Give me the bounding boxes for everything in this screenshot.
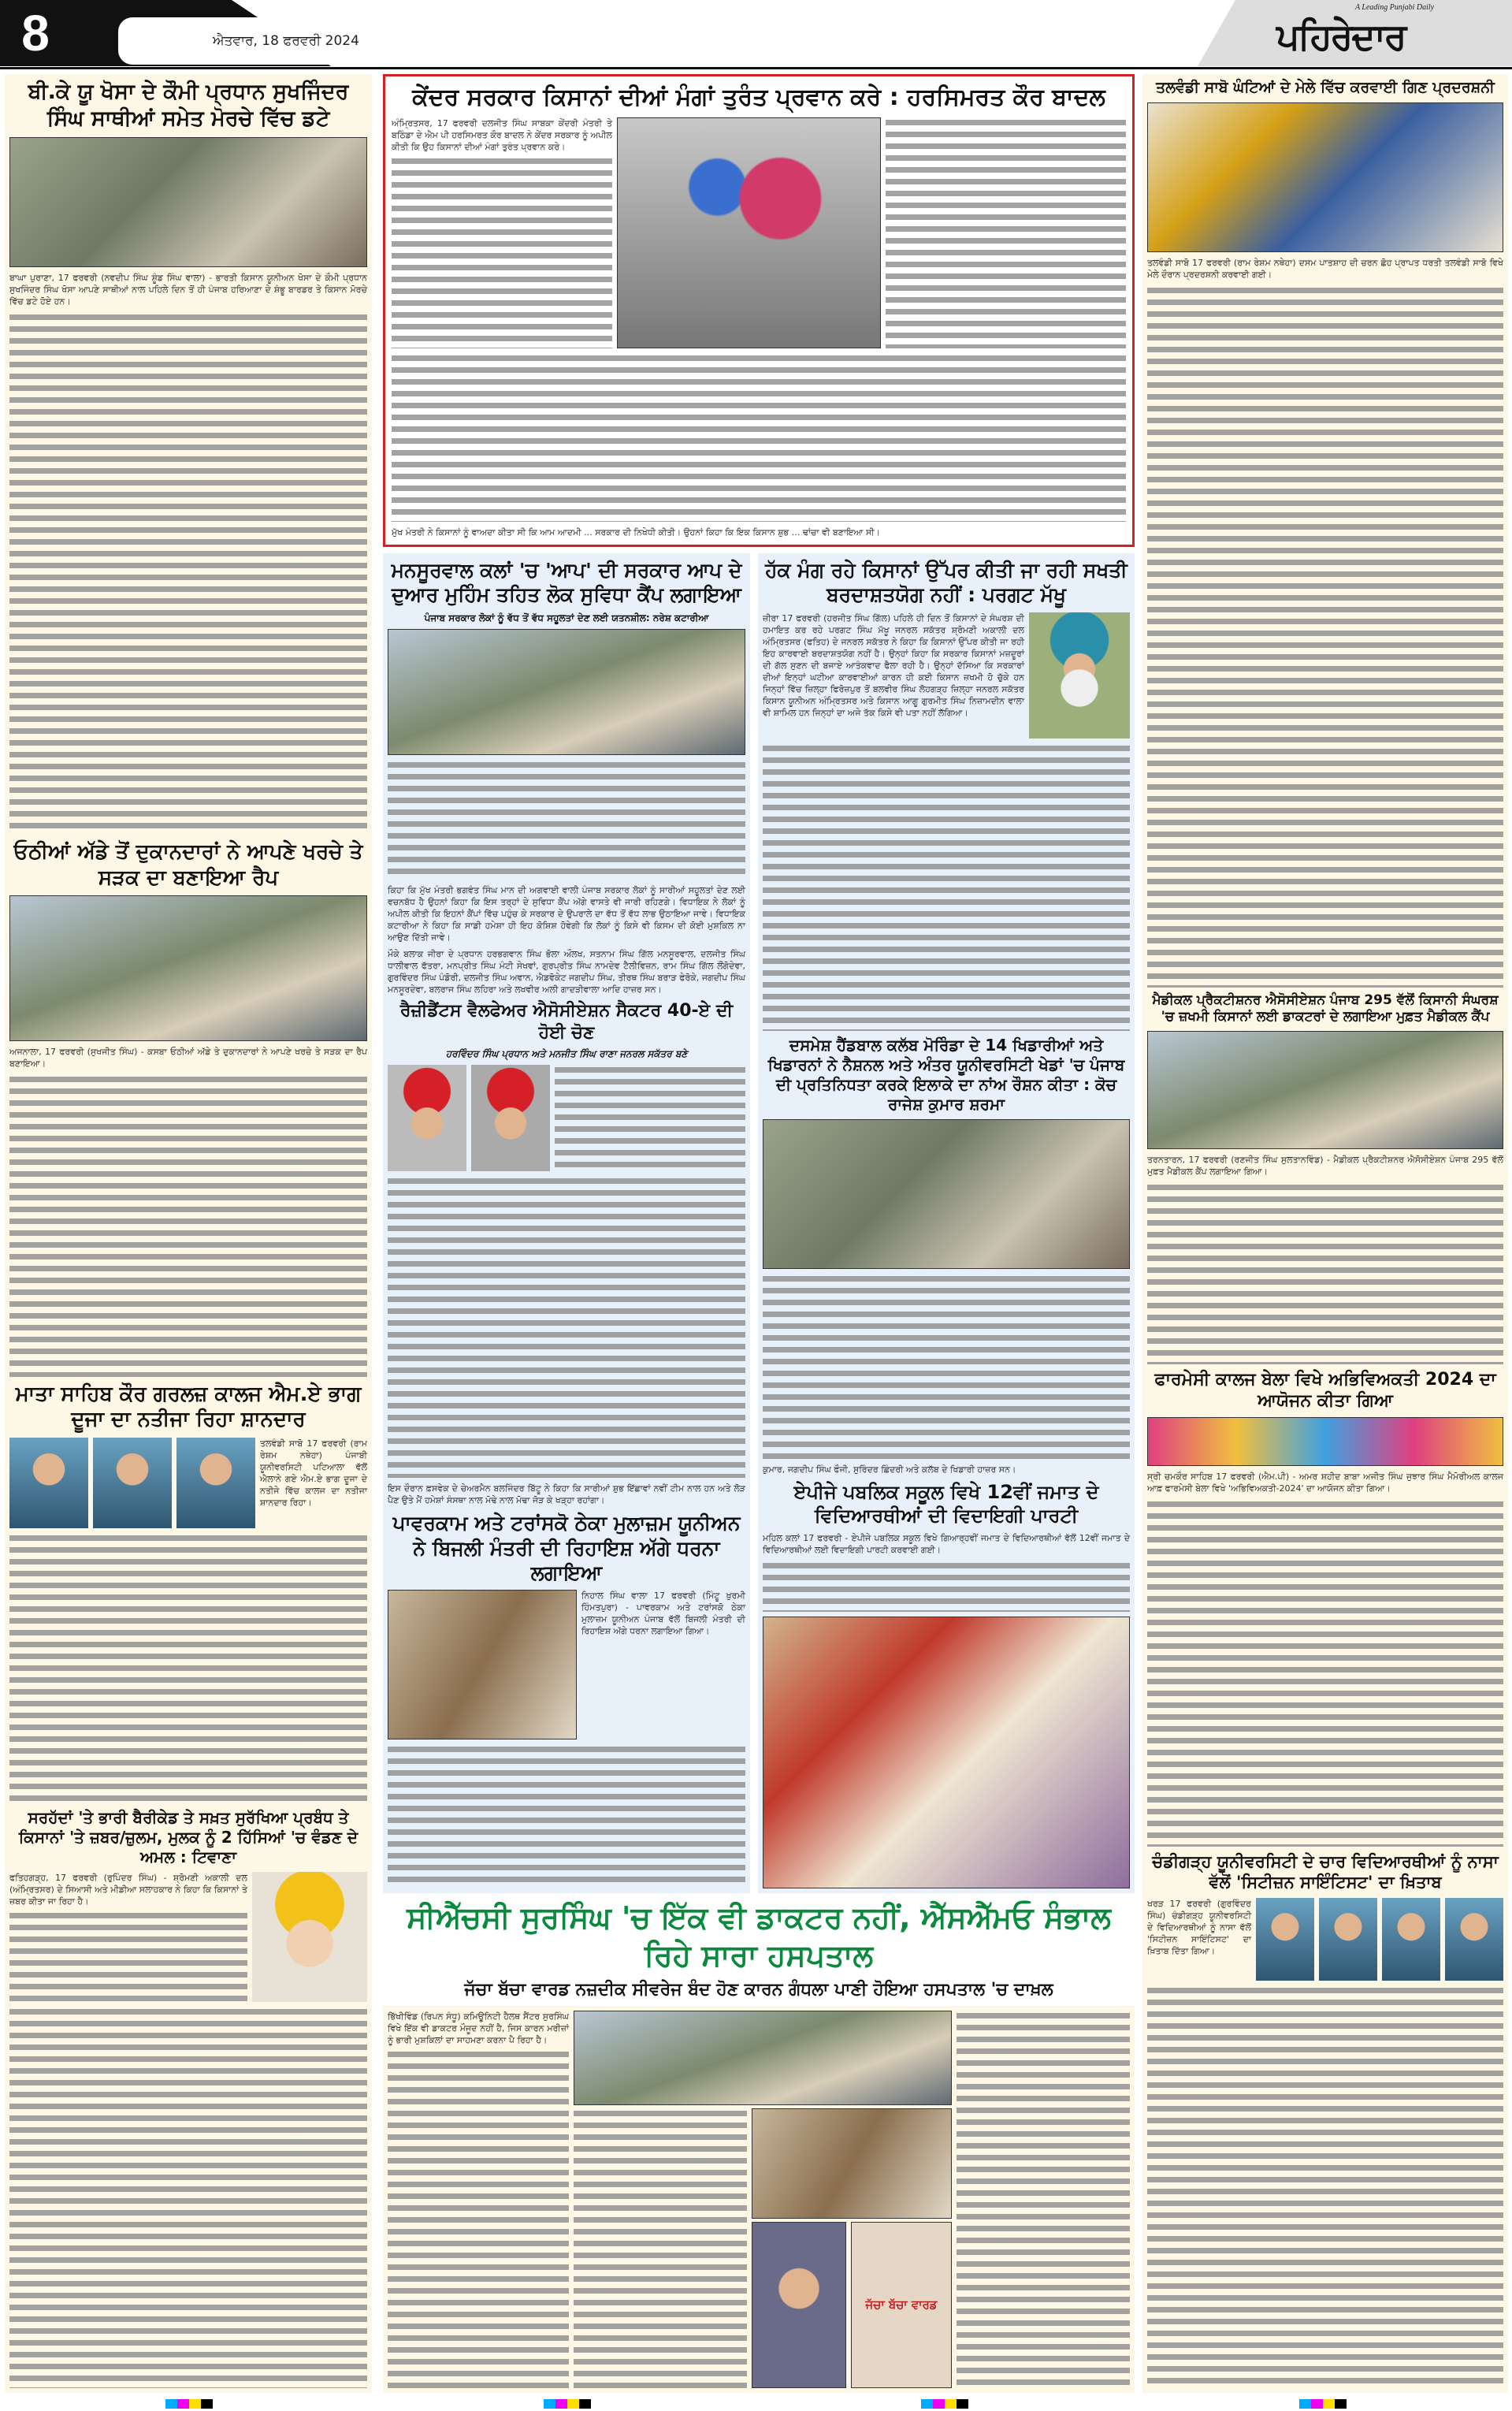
headline: ਰੈਜ਼ੀਡੈਂਟਸ ਵੈਲਫੇਅਰ ਐਸੋਸੀਏਸ਼ਨ ਸੈਕਟਰ 40-ਏ ਦੀ ਹੋਈ ਚੋਣ	[399, 1001, 734, 1043]
bottom-text-block	[388, 2011, 569, 2389]
lead-story-box	[383, 74, 1135, 547]
article-lead: ਮਹਿਲ ਕਲਾਂ 17 ਫਰਵਰੀ - ਏਪੀਜੇ ਪਬਲਿਕ ਸਕੂਲ ਵਿਖੇ ਗਿਆਰ੍ਹਵੀਂ ਜਮਾਤ ਦੇ ਵਿਦਿਆਰਥੀਆਂ ਵੱਲੋਂ 12ਵੀਂ ਜਮਾਤ ਦੇ ਵਿਦਿਆਰਥੀਆਂ ਲਈ ਵਿਦਾਇਗੀ ਪਾਰਟੀ ਕਰਵਾਈ ਗਈ।	[763, 1532, 1130, 1555]
article-body	[388, 2049, 569, 2389]
article-body	[392, 353, 1126, 522]
bottom-headline: ਸੀਐੱਚਸੀ ਸੁਰਸਿੰਘ 'ਚ ਇੱਕ ਵੀ ਡਾਕਟਰ ਨਹੀਂ, ਐੱਸਐੱਮਓ ਸੰਭਾਲ ਰਿਹੇ ਸਾਰਾ ਹਸਪਤਾਲ	[407, 1900, 1111, 1973]
bottom-photo-row	[574, 2108, 952, 2389]
headline: ਓਠੀਆਂ ਅੱਡੇ ਤੋਂ ਦੁਕਾਨਦਾਰਾਂ ਨੇ ਆਪਣੇ ਖਰਚੇ ਤੇ ਸੜਕ ਦਾ ਬਣਾਇਆ ਰੈਪ	[13, 840, 363, 890]
photo-stack	[752, 2108, 952, 2389]
article-body	[1147, 1182, 1503, 1364]
article-lead: ਫਤਿਹਗੜ੍ਹ, 17 ਫਰਵਰੀ (ਰੁਪਿੰਦਰ ਸਿੰਘ) - ਸ਼੍ਰੋਮਣੀ ਅਕਾਲੀ ਦਲ (ਅੰਮ੍ਰਿਤਸਰ) ਦੇ ਸਿਆਸੀ ਅਤੇ ਮੀਡੀਆ ਸਲਾਹਕਾਰ ਨੇ ਕਿਹਾ ਕਿ ਕਿਸਾਨਾਂ ਤੇ ਜ਼ਬਰ ਕੀਤਾ ਜਾ ਰਿਹਾ ਹੈ।	[9, 1873, 247, 1907]
article-body	[1147, 1499, 1503, 1847]
article-photo	[9, 895, 367, 1041]
page-number: 8	[0, 0, 71, 66]
article-lead: ਬਾਘਾ ਪੁਰਾਣਾ, 17 ਫਰਵਰੀ (ਨਵਦੀਪ ਸਿੰਘ ਸ਼ੂੰਡ ਸਿੰਘ ਵਾਲਾ) - ਭਾਰਤੀ ਕਿਸਾਨ ਯੂਨੀਅਨ ਖੋਸਾ ਦੇ ਕੌਮੀ ਪ੍ਰਧਾਨ ਸੁਖਜਿੰਦਰ ਸਿੰਘ ਖੋਸਾ ਆਪਣੇ ਸਾਥੀਆਂ ਨਾਲ ਪਹਿਲੇ ਦਿਨ ਤੋਂ ਹੀ ਪੰਜਾਬ ਹਰਿਆਣਾ ਦੇ ਸ਼ੰਭੂ ਬਾਰਡਰ ਤੇ ਕਿਸਾਨ ਮੋਰਚੇ ਵਿੱਚ ਡਟੇ ਹੋਏ ਹਨ।	[9, 272, 367, 307]
article-body	[9, 1074, 367, 1377]
student-photo	[1319, 1898, 1377, 1981]
bottom-story	[383, 1896, 1135, 2393]
article-body	[555, 1065, 745, 1171]
article-photo	[9, 137, 367, 267]
article-closing: ਇਸ ਦੌਰਾਨ ਫ਼ਸਵੇਕ ਦੇ ਚੇਅਰਮੈਨ ਬਲਜਿੰਦਰ ਬਿੱਟੂ ਨੇ ਕਿਹਾ ਕਿ ਸਾਰੀਆਂ ਸ਼ੁਭ ਇੱਛਾਵਾਂ ਨਵੀਂ ਟੀਮ ਨਾਲ ਹਨ ਅਤੇ ਲੋੜ ਪੈਣ ਉਤੇ ਮੈਂ ਹਮੇਸ਼ਾਂ ਸੰਸਥਾ ਨਾਲ ਮੋਢੇ ਨਾਲ ਮੋਢਾ ਜੋੜ ਕੇ ਖੜ੍ਹਾ ਰਹਾਂਗਾ।	[388, 1483, 745, 1506]
lead-text-block	[392, 117, 612, 349]
article-text-block	[9, 1872, 247, 2002]
lead-story-row	[392, 117, 1126, 349]
sewage-photo	[752, 2108, 952, 2219]
person-photo	[252, 1872, 367, 2002]
article-row	[763, 612, 1130, 739]
headline: ਸਰਹੱਦਾਂ 'ਤੇ ਭਾਰੀ ਬੈਰੀਕੇਡ ਤੇ ਸਖ਼ਤ ਸੁਰੱਖਿਆ ਪ੍ਰਬੰਧ ਤੇ ਕਿਸਾਨਾਂ 'ਤੇ ਜ਼ਬਰ/ਜ਼ੁਲਮ, ਮੁਲਕ ਨੂੰ 2 ਹਿੱਸਿਆਂ 'ਚ ਵੰਡਣ ਦੇ ਅਮਲ : ਟਿਵਾਣਾ	[18, 1808, 358, 1867]
article-lead: ਨਿਹਾਲ ਸਿੰਘ ਵਾਲਾ 17 ਫਰਵਰੀ (ਮਿੰਟੂ ਖੁਰਮੀ ਹਿੰਮਤਪੁਰਾ) - ਪਾਵਰਕਾਮ ਅਤੇ ਟਰਾਂਸਕੋ ਠੇਕਾ ਮੁਲਾਜ਼ਮ ਯੂਨੀਅਨ ਪੰਜਾਬ ਵੱਲੋਂ ਬਿਜਲੀ ਮੰਤਰੀ ਦੀ ਰਿਹਾਇਸ਼ ਅੱਗੇ ਧਰਨਾ ਲਗਾਇਆ ਗਿਆ।	[581, 1591, 745, 1637]
article-lead: ਅੰਮ੍ਰਿਤਸਰ, 17 ਫਰਵਰੀ ਦਲਜੀਤ ਸਿੰਘ ਸਾਬਕਾ ਕੇਂਦਰੀ ਮੰਤਰੀ ਤੇ ਬਠਿੰਡਾ ਦੇ ਐਮ ਪੀ ਹਰਸਿਮਰਤ ਕੌਰ ਬਾਦਲ ਨੇ ਕੇਂਦਰ ਸਰਕਾਰ ਨੂੰ ਅਪੀਲ ਕੀਤੀ ਕਿ ਉਹ ਕਿਸਾਨਾਂ ਦੀਆਂ ਮੰਗਾਂ ਤੁਰੰਤ ਪ੍ਰਵਾਨ ਕਰੇ।	[392, 117, 612, 152]
article-body	[388, 1744, 745, 1888]
article-row	[388, 1590, 745, 1739]
article-lead: ਅਜਨਾਲਾ, 17 ਫਰਵਰੀ (ਸੁਖਜੀਤ ਸਿੰਘ) - ਕਸਬਾ ਓਠੀਆਂ ਅੱਡੇ ਤੇ ਦੁਕਾਨਦਾਰਾਂ ਨੇ ਆਪਣੇ ਖਰਚੇ ਤੇ ਸੜਕ ਦਾ ਰੈਪ ਬਣਾਇਆ।	[9, 1047, 367, 1070]
article-body	[9, 1533, 367, 1804]
article-body	[9, 2007, 367, 2388]
article-body	[763, 743, 1130, 1031]
subheadline: ਪੰਜਾਬ ਸਰਕਾਰ ਲੋਕਾਂ ਨੂੰ ਵੱਧ ਤੋਂ ਵੱਧ ਸਹੂਲਤਾਂ ਦੇਣ ਲਈ ਯਤਨਸ਼ੀਲ: ਨਰੇਸ਼ ਕਟਾਰੀਆ	[424, 612, 709, 623]
left-column	[5, 74, 372, 2393]
registration-mark	[1299, 2399, 1347, 2409]
article-closing: ਕੁਮਾਰ, ਜਗਦੀਪ ਸਿੰਘ ਫੌਜੀ, ਸੁਰਿੰਦਰ ਛਿੰਦਰੀ ਅਤੇ ਕਲੱਬ ਦੇ ਖਿਡਾਰੀ ਹਾਜ਼ਰ ਸਨ।	[763, 1464, 1016, 1475]
student-photos-row	[9, 1438, 367, 1528]
headline: ਹੱਕ ਮੰਗ ਰਹੇ ਕਿਸਾਨਾਂ ਉੱਪਰ ਕੀਤੀ ਜਾ ਰਹੀ ਸਖਤੀ ਬਰਦਾਸ਼ਤਯੋਗ ਨਹੀਂ : ਪਰਗਟ ਮੱਖੂ	[765, 559, 1127, 607]
article-photo	[388, 629, 745, 755]
team-photo	[763, 1119, 1130, 1269]
headline: ਤਲਵੰਡੀ ਸਾਬੋ ਘੰਟਿਆਂ ਦੇ ਮੇਲੇ ਵਿੱਚ ਕਰਵਾਈ ਗਿਣ ਪ੍ਰਦਰਸ਼ਨੀ	[1156, 79, 1495, 96]
photo-pair	[752, 2222, 952, 2389]
pargat-makhu-photo	[1029, 612, 1130, 739]
headline: ਏਪੀਜੇ ਪਬਲਿਕ ਸਕੂਲ ਵਿਖੇ 12ਵੀਂ ਜਮਾਤ ਦੇ ਵਿਦਿਆਰਥੀਆਂ ਦੀ ਵਿਦਾਇਗੀ ਪਾਰਟੀ	[793, 1480, 1099, 1527]
headline: ਚੰਡੀਗੜ੍ਹ ਯੂਨੀਵਰਸਿਟੀ ਦੇ ਚਾਰ ਵਿਦਿਆਰਥੀਆਂ ਨੂੰ ਨਾਸਾ ਵੱਲੋਂ 'ਸਿਟੀਜ਼ਨ ਸਾਇੰਟਿਸਟ' ਦਾ ਖ਼ਿਤਾਬ	[1152, 1852, 1499, 1892]
article-lead: ਤਲਵੰਡੀ ਸਾਬੋ 17 ਫਰਵਰੀ (ਰਾਮ ਰੇਸ਼ਮ ਨਥੇਹਾ) ਪੰਜਾਬੀ ਯੂਨੀਵਰਸਿਟੀ ਪਟਿਆਲਾ ਵੱਲੋਂ ਐਲਾਨੇ ਗਏ ਐਮ.ਏ ਭਾਗ ਦੂਜਾ ਦੇ ਨਤੀਜੇ ਵਿੱਚ ਕਾਲਜ ਦਾ ਨਤੀਜਾ ਸ਼ਾਨਦਾਰ ਰਿਹਾ।	[260, 1438, 367, 1508]
bottom-photo-block	[574, 2011, 952, 2389]
logo-tagline: A Leading Punjabi Daily	[1355, 3, 1435, 12]
article-body	[957, 2011, 1130, 2389]
headline: ਮੈਡੀਕਲ ਪ੍ਰੈਕਟੀਸ਼ਨਰ ਐਸੋਸੀਏਸ਼ਨ ਪੰਜਾਬ 295 ਵੱਲੋਂ ਕਿਸਾਨੀ ਸੰਘਰਸ਼ 'ਚ ਜ਼ਖਮੀ ਕਿਸਾਨਾਂ ਲਈ ਡਾਕਟਰਾਂ ਦੇ ਲਗਾਇਆ ਮੁਫ਼ਤ ਮੈਡੀਕਲ ਕੈਂਪ	[1152, 992, 1499, 1025]
ward-sign-photo: ਜੱਚਾ ਬੱਚਾ ਵਾਰਡ	[851, 2222, 952, 2389]
student-photo	[1382, 1898, 1440, 1981]
article-body	[763, 1274, 1130, 1459]
harsimrat-photo	[617, 117, 881, 349]
article-body	[886, 117, 1126, 349]
article-body	[1147, 1985, 1503, 2388]
headline: ਮਨਸੂਰਵਾਲ ਕਲਾਂ 'ਚ 'ਆਪ' ਦੀ ਸਰਕਾਰ ਆਪ ਦੇ ਦੁਆਰ ਮੁਹਿੰਮ ਤਹਿਤ ਲੋਕ ਸੁਵਿਧਾ ਕੈਂਪ ਲਗਾਇਆ	[391, 559, 742, 607]
article-lead: ਭਿੱਖੀਵਿੰਡ (ਰਿਪਨ ਸੰਧੂ) ਕਮਿਊਨਿਟੀ ਹੈਲਥ ਸੈਂਟਰ ਸੁਰਸਿੰਘ ਵਿਖੇ ਇੱਕ ਵੀ ਡਾਕਟਰ ਮੌਜੂਦ ਨਹੀਂ ਹੈ, ਜਿਸ ਕਾਰਨ ਮਰੀਜ਼ਾਂ ਨੂੰ ਭਾਰੀ ਮੁਸ਼ਕਿਲਾਂ ਦਾ ਸਾਹਮਣਾ ਕਰਨਾ ਪੈ ਰਿਹਾ ਹੈ।	[388, 2011, 569, 2045]
farewell-party-photo	[763, 1617, 1130, 1888]
registration-mark	[544, 2399, 591, 2409]
article-row	[9, 1872, 367, 2002]
article-body	[388, 1176, 745, 1478]
article-body	[763, 1561, 1130, 1612]
headline: ਮਾਤਾ ਸਾਹਿਬ ਕੌਰ ਗਰਲਜ਼ ਕਾਲਜ ਐਮ.ਏ ਭਾਗ ਦੂਜਾ ਦਾ ਨਤੀਜਾ ਰਿਹਾ ਸ਼ਾਨਦਾਰ	[15, 1382, 362, 1432]
print-registration-strip	[0, 2396, 1512, 2411]
student-photo	[176, 1438, 255, 1528]
subheadline: ਹਰਵਿੰਦਰ ਸਿੰਘ ਪ੍ਰਧਾਨ ਅਤੇ ਮਨਜੀਤ ਸਿੰਘ ਰਾਣਾ ਜਨਰਲ ਸਕੱਤਰ ਬਣੇ	[445, 1048, 688, 1060]
registration-mark	[921, 2399, 968, 2409]
right-column	[1142, 74, 1508, 2393]
headline: ਬੀ.ਕੇ ਯੂ ਖੋਸਾ ਦੇ ਕੌਮੀ ਪ੍ਰਧਾਨ ਸੁਖਜਿੰਦਰ ਸਿੰਘ ਸਾਥੀਆਂ ਸਮੇਤ ਮੋਰਚੇ ਵਿੱਚ ਡਟੇ	[28, 80, 349, 131]
student-photo	[9, 1438, 88, 1528]
article-lead: ਤਲਵੰਡੀ ਸਾਬੋ 17 ਫਰਵਰੀ (ਰਾਮ ਰੇਸ਼ਮ ਨਥੇਹਾ) ਦਸਮ ਪਾਤਸ਼ਾਹ ਦੀ ਚਰਨ ਛੋਹ ਪ੍ਰਾਪਤ ਧਰਤੀ ਤਲਵੰਡੀ ਸਾਬੋ ਵਿਖੇ ਮੇਲੇ ਦੌਰਾਨ ਪ੍ਰਦਰਸ਼ਨੀ ਕਰਵਾਈ ਗਈ।	[1147, 257, 1503, 280]
article-row	[1147, 1898, 1503, 1981]
medical-camp-photo	[1147, 1031, 1503, 1149]
headline: ਦਸਮੇਸ਼ ਹੈਂਡਬਾਲ ਕਲੱਬ ਮੋਰਿੰਡਾ ਦੇ 14 ਖਿਡਾਰੀਆਂ ਅਤੇ ਖਿਡਾਰਨਾਂ ਨੇ ਨੈਸ਼ਨਲ ਅਤੇ ਅੰਤਰ ਯੂਨੀਵਰਸਿਟੀ ਖੇਡਾਂ 'ਚ ਪੰਜਾਬ ਦੀ ਪ੍ਰਤਿਨਿਧਤਾ ਕਰਕੇ ਇਲਾਕੇ ਦਾ ਨਾਂਅ ਰੌਸ਼ਨ ਕੀਤਾ : ਕੋਚ ਰਾਜੇਸ਼ ਕੁਮਾਰ ਸ਼ਰਮਾ	[767, 1035, 1125, 1114]
article-lead: ਤਰਨਤਾਰਨ, 17 ਫਰਵਰੀ (ਰਣਜੀਤ ਸਿੰਘ ਸੁਲਤਾਨਵਿੰਡ) - ਮੈਡੀਕਲ ਪ੍ਰੈਕਟੀਸ਼ਨਰ ਐਸੋਸੀਏਸ਼ਨ ਪੰਜਾਬ 295 ਵੱਲੋਂ ਮੁਫ਼ਤ ਮੈਡੀਕਲ ਕੈਂਪ ਲਗਾਇਆ ਗਿਆ।	[1147, 1154, 1503, 1177]
smo-photo	[752, 2222, 846, 2389]
newspaper-logo: ਪਹਿਰੇਦਾਰ	[1276, 17, 1406, 57]
subheadline: ਜੱਚਾ ਬੱਚਾ ਵਾਰਡ ਨਜ਼ਦੀਕ ਸੀਵਰੇਜ ਬੰਦ ਹੋਣ ਕਾਰਨ ਗੰਧਲਾ ਪਾਣੀ ਹੋਇਆ ਹਸਪਤਾਲ 'ਚ ਦਾਖ਼ਲ	[464, 1980, 1053, 2000]
bottom-story-body	[383, 2006, 1135, 2394]
issue-date: ਐਤਵਾਰ, 18 ਫਰਵਰੀ 2024	[118, 17, 378, 65]
hospital-photo	[574, 2011, 952, 2105]
article-lead: ਸ੍ਰੀ ਚਮਕੌਰ ਸਾਹਿਬ 17 ਫਰਵਰੀ (ਐਮ.ਪੀ) - ਅਮਰ ਸ਼ਹੀਦ ਬਾਬਾ ਅਜੀਤ ਸਿੰਘ ਜੁਝਾਰ ਸਿੰਘ ਮੈਮੋਰੀਅਲ ਕਾਲਜ ਆਫ਼ ਫਾਰਮੇਸੀ ਬੇਲਾ ਵਿਖੇ 'ਅਭਿਵਿਅਕਤੀ-2024' ਦਾ ਆਯੋਜਨ ਕੀਤਾ ਗਿਆ।	[1147, 1471, 1503, 1494]
exhibition-photo	[1147, 102, 1503, 252]
article-lead: ਕਿਹਾ ਕਿ ਮੁੱਖ ਮੰਤਰੀ ਭਗਵੰਤ ਸਿੰਘ ਮਾਨ ਦੀ ਅਗਵਾਈ ਵਾਲੀ ਪੰਜਾਬ ਸਰਕਾਰ ਲੋਕਾਂ ਨੂੰ ਸਾਰੀਆਂ ਸਹੂਲਤਾਂ ਦੇਣ ਲਈ ਵਚਨਬੱਧ ਹੈ ਉਹਨਾਂ ਕਿਹਾ ਕਿ ਇਸ ਤਰ੍ਹਾਂ ਦੇ ਸੁਵਿਧਾ ਕੈਂਪ ਅੱਗੇ ਵਾਸਤੇ ਵੀ ਜਾਰੀ ਰਹਿਣਗੇ। ਵਿਧਾਇਕ ਨੇ ਲੋਕਾਂ ਨੂੰ ਅਪੀਲ ਕੀਤੀ ਕਿ ਇਹਨਾਂ ਕੈਂਪਾਂ ਵਿੱਚ ਪਹੁੰਚ ਕੇ ਸਰਕਾਰ ਦੇ ਉਪਰਾਲੇ ਦਾ ਵੱਧ ਤੋਂ ਵੱਧ ਲਾਭ ਉਠਾਇਆ ਜਾਵੇ। ਵਿਧਾਇਕ ਕਟਾਰੀਆ ਨੇ ਕਿਹਾ ਕਿ ਸਾਡੀ ਹਮੇਸ਼ਾ ਹੀ ਇਹ ਕੋਸ਼ਿਸ਼ ਹੋਵੇਗੀ ਕਿ ਲੋਕਾਂ ਨੂੰ ਕਿਸੇ ਵੀ ਕਿਸਮ ਦੀ ਕੋਈ ਮੁਸ਼ਕਿਲ ਨਾ ਆਉਣ ਦਿੱਤੀ ਜਾਵੇ।	[388, 885, 745, 943]
article-body	[388, 760, 745, 880]
lead-headline: ਕੇਂਦਰ ਸਰਕਾਰ ਕਿਸਾਨਾਂ ਦੀਆਂ ਮੰਗਾਂ ਤੁਰੰਤ ਪ੍ਰਵਾਨ ਕਰੇ : ਹਰਸਿਮਰਤ ਕੌਰ ਬਾਦਲ	[412, 84, 1105, 111]
registration-mark	[165, 2399, 213, 2409]
person-photo	[471, 1065, 550, 1171]
article-photo	[388, 1590, 577, 1739]
student-photo	[93, 1438, 172, 1528]
article-body	[574, 2108, 747, 2389]
article-body	[1147, 285, 1503, 988]
headline: ਪਾਵਰਕਾਮ ਅਤੇ ਟਰਾਂਸਕੋ ਠੇਕਾ ਮੁਲਾਜ਼ਮ ਯੂਨੀਅਨ ਨੇ ਬਿਜਲੀ ਮੰਤਰੀ ਦੀ ਰਿਹਾਇਸ਼ ਅੱਗੇ ਧਰਨਾ ਲਗਾਇਆ	[392, 1512, 741, 1584]
center-right-column	[758, 553, 1135, 1893]
article-closing: ਮੌਕੇ ਬਲਾਕ ਜੀਰਾ ਦੇ ਪ੍ਰਧਾਨ ਹਰਭਗਵਾਨ ਸਿੰਘ ਭੋਲਾ ਔਲਖ, ਸਤਨਾਮ ਸਿੰਘ ਗਿੱਲ ਮਨਸੂਰਵਾਲ, ਦਲਜੀਤ ਸਿੰਘ ਧਾਲੀਵਾਲ ਫੱਤਰਾ, ਮਨਪ੍ਰੀਤ ਸਿੰਘ ਮੰਟੀ ਸੇਖਵਾਂ, ਗੁਰਪ੍ਰੀਤ ਸਿੰਘ ਨਾਮਦੇਵ ਟੈਲੀਵਿਜ਼ਨ, ਰਾਮ ਸਿੰਘ ਗਿੱਲ ਲੌਂਗੋਦੇਵਾ, ਗੁਰਵਿੰਦਰ ਸਿੰਘ ਪੰਡੋਰੀ, ਦਲਜੀਤ ਸਿੰਘ ਅਵਾਨ, ਐਡਵੋਕੇਟ ਜਗਦੀਪ ਸਿੰਘ, ਤੀਰਥ ਸਿੰਘ ਬਰਾੜ ਫੇਰੋਕੇ, ਜਗਦੀਪ ਸਿੰਘ ਮਨਸੂਰਦੇਵਾ, ਬਲਰਾਜ ਸਿੰਘ ਲਹਿਰਾ ਅਤੇ ਲਖਵੀਰ ਅਲੀ ਗਾਦੜੀਵਾਲਾ ਆਦਿ ਹਾਜ਼ਰ ਸਨ।	[388, 949, 745, 995]
masthead	[0, 0, 1512, 69]
center-left-column	[383, 553, 750, 1893]
student-photo	[1445, 1898, 1503, 1981]
article-closing: ਮੁੱਖ ਮੰਤਰੀ ਨੇ ਕਿਸਾਨਾਂ ਨੂੰ ਵਾਅਦਾ ਕੀਤਾ ਸੀ ਕਿ ਆਮ ਆਦਮੀ ... ਸਰਕਾਰ ਦੀ ਨਿਖੇਧੀ ਕੀਤੀ। ਉਹਨਾਂ ਕਿਹਾ ਕਿ ਇਕ ਕਿਸਾਨ ਸ਼ੁਭ ... ਢਾਂਚਾ ਵੀ ਬਣਾਇਆ ਸੀ।	[392, 527, 881, 538]
portraits-row	[388, 1065, 745, 1171]
article-body	[392, 156, 612, 349]
article-lead: ਖਰੜ 17 ਫਰਵਰੀ (ਗੁਰਵਿੰਦਰ ਸਿੰਘ) ਚੰਡੀਗੜ੍ਹ ਯੂਨੀਵਰਸਿਟੀ ਦੇ ਵਿਦਿਆਰਥੀਆਂ ਨੂੰ ਨਾਸਾ ਵੱਲੋਂ 'ਸਿਟੀਜ਼ਨ ਸਾਇੰਟਿਸਟ' ਦਾ ਖ਼ਿਤਾਬ ਦਿੱਤਾ ਗਿਆ।	[1147, 1898, 1251, 1956]
article-body	[9, 1911, 247, 2002]
article-body	[9, 312, 367, 835]
person-photo	[388, 1065, 466, 1171]
headline: ਫਾਰਮੇਸੀ ਕਾਲਜ ਬੇਲਾ ਵਿਖੇ ਅਭਿਵਿਅਕਤੀ 2024 ਦਾ ਆਯੋਜਨ ਕੀਤਾ ਗਿਆ	[1154, 1369, 1496, 1412]
article-lead: ਜ਼ੀਰਾ 17 ਫਰਵਰੀ (ਹਰਜੀਤ ਸਿੰਘ ਗਿੱਲ) ਪਹਿਲੇ ਹੀ ਦਿਨ ਤੋਂ ਕਿਸਾਨਾਂ ਦੇ ਸੰਘਰਸ਼ ਦੀ ਹਮਾਇਤ ਕਰ ਰਹੇ ਪਰਗਟ ਸਿੰਘ ਮੱਖੂ ਜਨਰਲ ਸਕੱਤਰ ਸ਼੍ਰੋਮਣੀ ਅਕਾਲੀ ਦਲ ਅੰਮ੍ਰਿਤਸਰ (ਫਤਿਹ) ਦੇ ਜਨਰਲ ਸਕੱਤਰ ਨੇ ਕਿਹਾ ਕਿ ਕਿਸਾਨਾਂ ਉੱਪਰ ਕੀਤੀ ਜਾ ਰਹੀ ਇਹ ਕਾਰਵਾਈ ਬਰਦਾਸ਼ਤਯੋਗ ਨਹੀਂ ਹੈ। ਉਨ੍ਹਾਂ ਕਿਹਾ ਕਿ ਸਰਕਾਰ ਕਿਸਾਨਾਂ ਮਜ਼ਦੂਰਾਂ ਦੀ ਗੱਲ ਸੁਣਨ ਦੀ ਬਜਾਏ ਆਤੰਕਵਾਦ ਫੈਲਾ ਰਹੀ ਹੈ। ਉਨ੍ਹਾਂ ਦੱਸਿਆ ਕਿ ਸਰਕਾਰਾਂ ਦੀਆਂ ਇਨ੍ਹਾਂ ਘਟੀਆ ਕਾਰਵਾਈਆਂ ਕਾਰਨ ਹੀ ਕਈ ਕਿਸਾਨ ਜ਼ਖਮੀ ਹੋ ਚੁੱਕੇ ਹਨ ਜਿਨ੍ਹਾਂ ਵਿੱਚ ਜ਼ਿਲ੍ਹਾ ਫਿਰੋਜ਼ਪੁਰ ਤੋਂ ਬਲਵੀਰ ਸਿੰਘ ਲੋਹਗੜ੍ਹ ਜ਼ਿਲ੍ਹਾ ਜਨਰਲ ਸਕੱਤਰ ਕਿਸਾਨ ਯੂਨੀਅਨ ਅੰਮ੍ਰਿਤਸਰ ਅਤੇ ਕਿਸਾਨ ਆਗੂ ਗੁਰਮੀਤ ਸਿੰਘ ਨਿਜ਼ਾਮਦੀਨ ਵਾਲਾ ਵੀ ਸ਼ਾਮਿਲ ਹਨ ਜਿਨ੍ਹਾਂ ਦਾ ਅਜੇ ਤੱਕ ਕਿਸੇ ਵੀ ਪਤਾ ਨਹੀਂ ਲੱਗਿਆ।	[763, 612, 1024, 718]
event-photo	[1147, 1417, 1503, 1466]
student-photo	[1256, 1898, 1314, 1981]
